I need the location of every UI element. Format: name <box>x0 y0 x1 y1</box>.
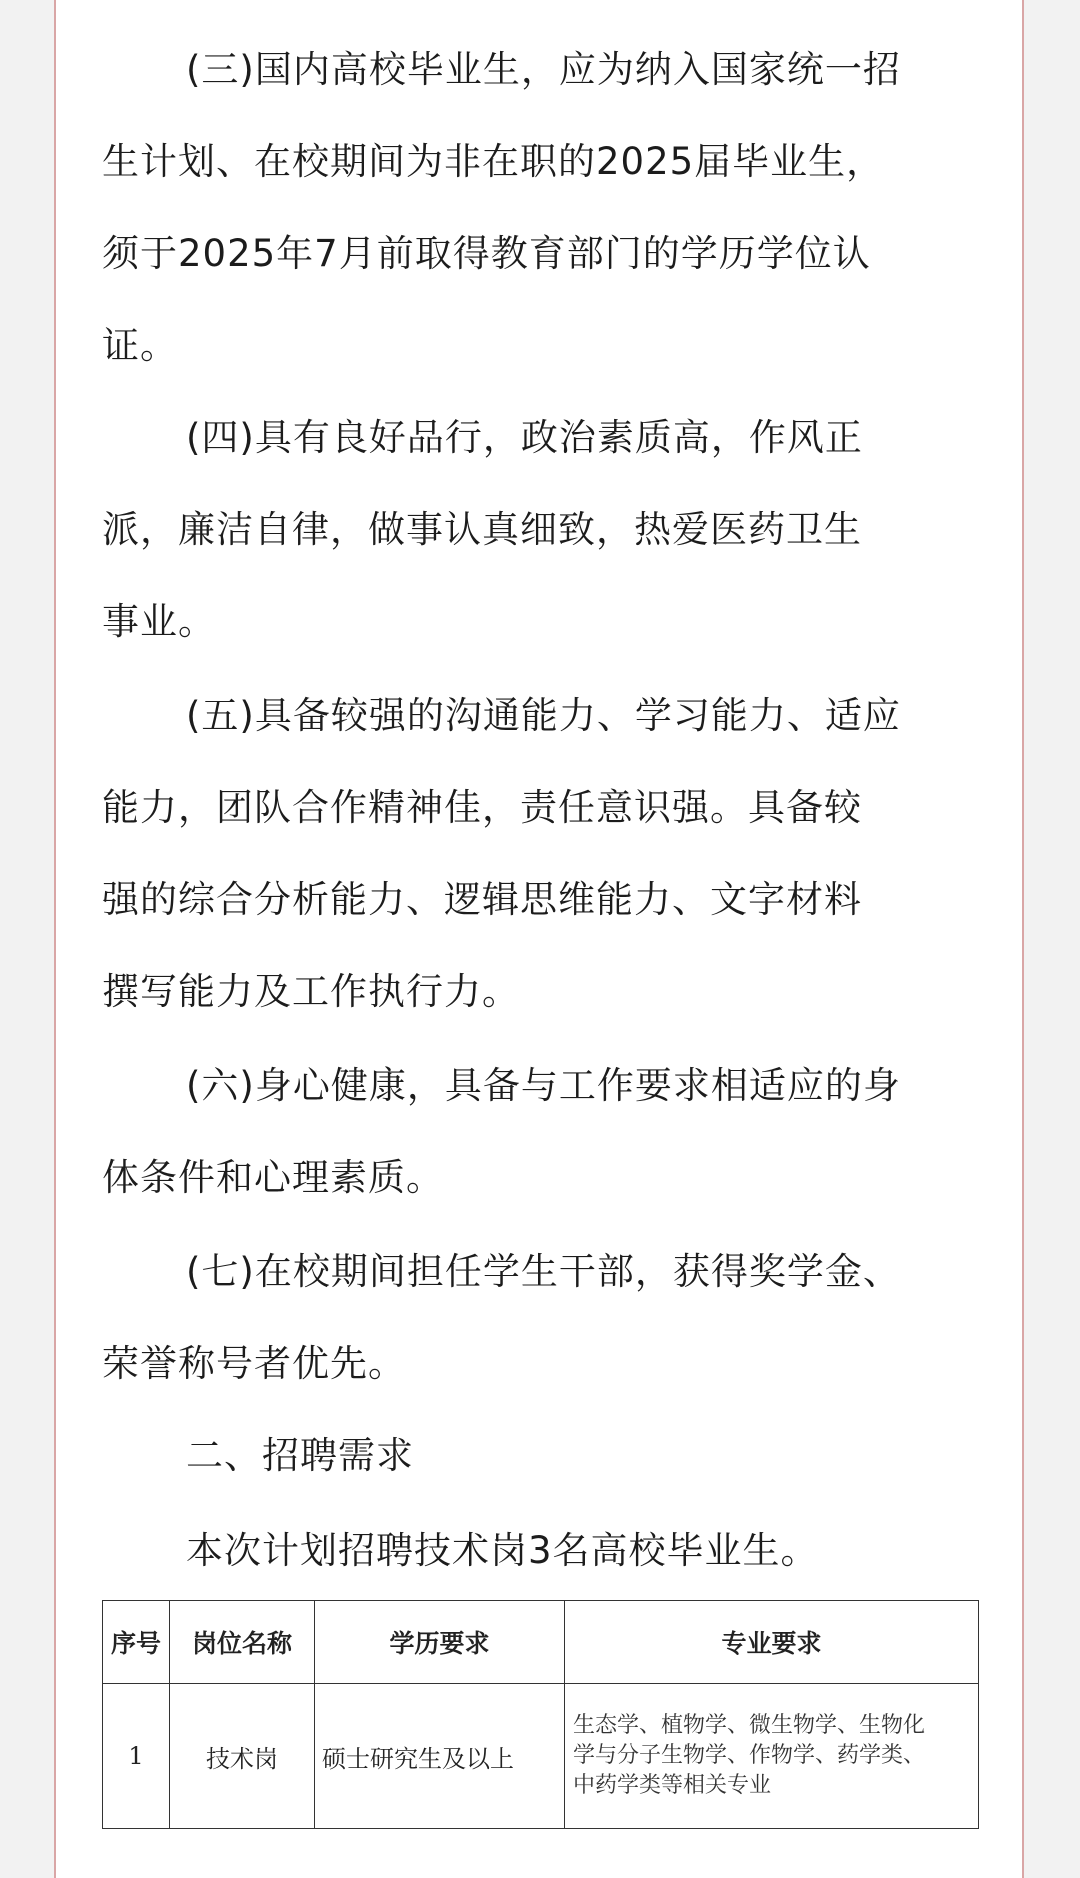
major-line-1: 生态学、植物学、微生物学、生物化 <box>573 1713 926 1738</box>
paragraph-5-line-4: 撰写能力及工作执行力。 <box>102 970 520 1013</box>
paragraph-4-line-1: (四)具有良好品行，政治素质高，作风正 <box>186 416 863 459</box>
header-education: 学历要求 <box>315 1601 565 1684</box>
paragraph-5-line-3: 强的综合分析能力、逻辑思维能力、文字材料 <box>102 878 862 921</box>
document-page <box>54 0 1024 1878</box>
paragraph-3-line-2: 生计划、在校期间为非在职的2025届毕业生， <box>102 140 885 183</box>
paragraph-7-line-2: 荣誉称号者优先。 <box>102 1342 406 1385</box>
paragraph-3-line-3: 须于2025年7月前取得教育部门的学历学位认 <box>102 232 871 275</box>
paragraph-6-line-1: (六)身心健康，具备与工作要求相适应的身 <box>186 1064 901 1107</box>
paragraph-4-line-3: 事业。 <box>102 600 216 643</box>
cell-major <box>565 1684 979 1829</box>
paragraph-3-line-4: 证。 <box>102 324 178 367</box>
cell-position: 技术岗 <box>170 1684 315 1829</box>
recruitment-intro: 本次计划招聘技术岗3名高校毕业生。 <box>186 1529 819 1572</box>
paragraph-4-line-2: 派，廉洁自律，做事认真细致，热爱医药卫生 <box>102 508 862 551</box>
table-header-row <box>103 1601 979 1684</box>
header-index: 序号 <box>103 1601 170 1684</box>
paragraph-5-line-1: (五)具备较强的沟通能力、学习能力、适应 <box>186 694 901 737</box>
recruitment-table <box>102 1600 979 1829</box>
paragraph-6-line-2: 体条件和心理素质。 <box>102 1156 444 1199</box>
major-line-3: 中药学类等相关专业 <box>573 1773 772 1798</box>
paragraph-3-line-1: (三)国内高校毕业生，应为纳入国家统一招 <box>186 48 901 91</box>
header-major: 专业要求 <box>565 1601 979 1684</box>
table-row <box>103 1684 979 1829</box>
paragraph-5-line-2: 能力，团队合作精神佳，责任意识强。具备较 <box>102 786 862 829</box>
cell-education: 硕士研究生及以上 <box>315 1684 565 1829</box>
major-line-2: 学与分子生物学、作物学、药学类、 <box>573 1743 926 1768</box>
paragraph-7-line-1: (七)在校期间担任学生干部，获得奖学金、 <box>186 1250 901 1293</box>
header-position: 岗位名称 <box>170 1601 315 1684</box>
cell-index: 1 <box>103 1684 170 1829</box>
section-heading: 二、招聘需求 <box>186 1434 414 1477</box>
